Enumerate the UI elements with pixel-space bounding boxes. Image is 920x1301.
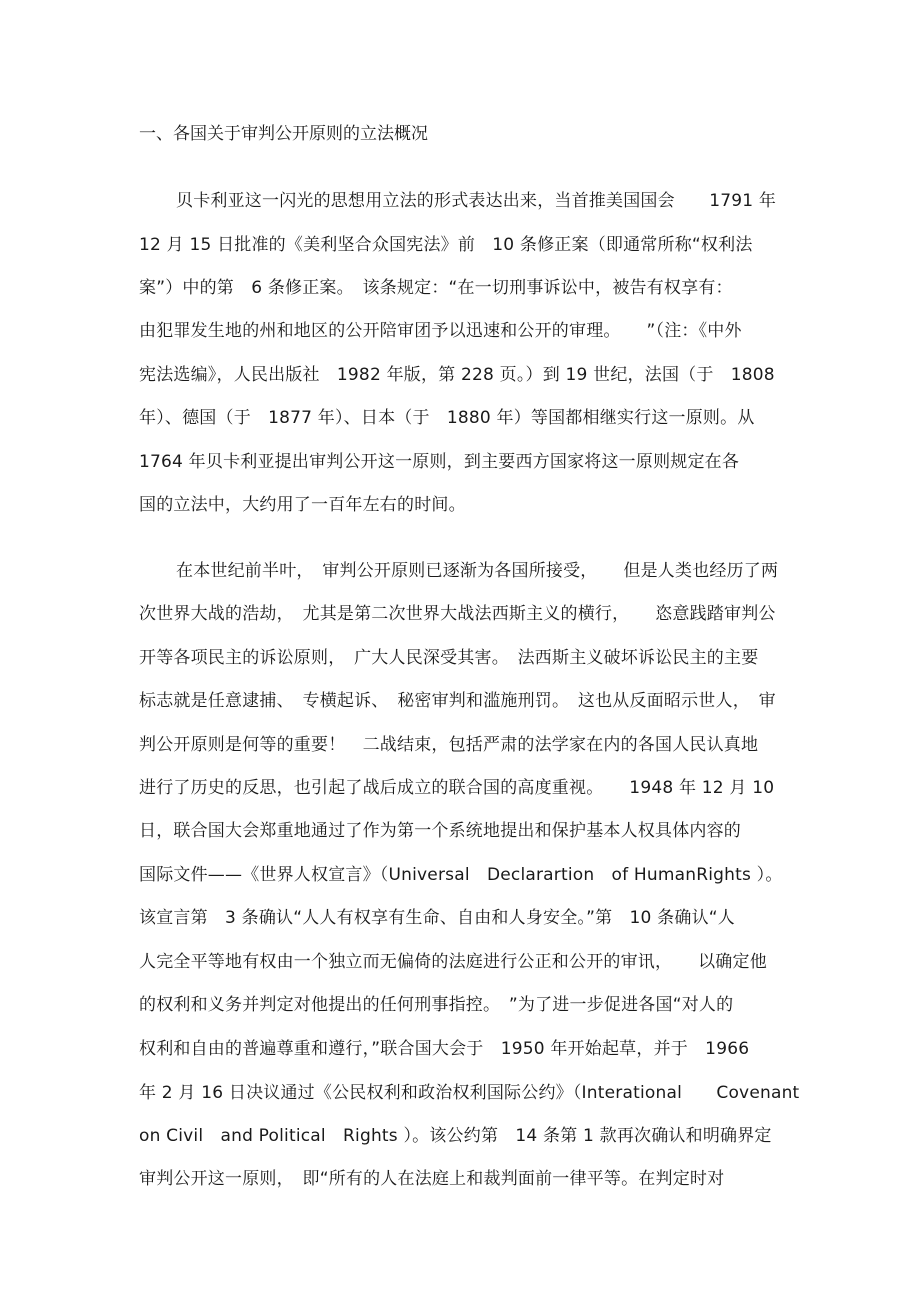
paragraph-2-line-15: 审判公开这一原则， 即“所有的人在法庭上和裁判面前一律平等。在判定时对 — [139, 1169, 725, 1189]
paragraph-1-line-8: 国的立法中，大约用了一百年左右的时间。 — [139, 495, 466, 515]
paragraph-2-line-10: 人完全平等地有权由一个独立而无偏倚的法庭进行公正和公开的审讯， 以确定他 — [139, 952, 767, 972]
paragraph-2-line-2: 次世界大战的浩劫， 尤其是第二次世界大战法西斯主义的横行， 恣意践踏审判公 — [139, 604, 776, 624]
paragraph-1-line-2: 12 月 15 日批准的《美利坚合众国宪法》前 10 条修正案（即通常所称“权利法 — [139, 235, 753, 255]
section-heading: 一、各国关于审判公开原则的立法概况 — [139, 124, 428, 144]
paragraph-1-line-3: 案”）中的第 6 条修正案。 该条规定：“在一切刑事诉讼中，被告有权享有： — [139, 278, 733, 298]
paragraph-1-line-5: 宪法选编》，人民出版社 1982 年版，第 228 页。）到 19 世纪，法国（于 1808 — [139, 365, 775, 385]
paragraph-2-line-13: 年 2 月 16 日决议通过《公民权利和政治权利国际公约》（Interational Covenant — [139, 1083, 800, 1103]
paragraph-2-line-11: 的权利和义务并判定对他提出的任何刑事指控。 ”为了进一步促进各国“对人的 — [139, 995, 734, 1015]
paragraph-2-line-14: on Civil and Political Rights ）。该公约第 14 条第 1 款再次确认和明确界定 — [139, 1126, 772, 1146]
paragraph-2-line-12: 权利和自由的普遍尊重和遵行，”联合国大会于 1950 年开始起草，并于 1966 — [139, 1039, 750, 1059]
paragraph-2-line-8: 国际文件——《世界人权宣言》（Universal Declarartion of HumanRights ）。 — [139, 865, 783, 885]
paragraph-1-line-7: 1764 年贝卡利亚提出审判公开这一原则，到主要西方国家将这一原则规定在各 — [139, 452, 740, 472]
paragraph-2-line-4: 标志就是任意逮捕、 专横起诉、 秘密审判和滥施刑罚。 这也从反面昭示世人， 审 — [139, 691, 776, 711]
paragraph-2-line-5: 判公开原则是何等的重要！ 二战结束，包括严肃的法学家在内的各国人民认真地 — [139, 735, 759, 755]
paragraph-2-line-3: 开等各项民主的诉讼原则， 广大人民深受其害。 法西斯主义破坏诉讼民主的主要 — [139, 648, 759, 668]
paragraph-2-line-9: 该宣言第 3 条确认“人人有权享有生命、自由和人身安全。”第 10 条确认“人 — [139, 908, 735, 928]
paragraph-1-line-6: 年）、德国（于 1877 年）、日本（于 1880 年）等国都相继实行这一原则。从 — [139, 408, 755, 428]
paragraph-2-line-6: 进行了历史的反思，也引起了战后成立的联合国的高度重视。 1948 年 12 月 10 — [139, 778, 775, 798]
paragraph-2-line-1: 在本世纪前半叶， 审判公开原则已逐渐为各国所接受， 但是人类也经历了两 — [176, 561, 779, 581]
paragraph-1-line-1: 贝卡利亚这一闪光的思想用立法的形式表达出来，当首推美国国会 1791 年 — [176, 191, 777, 211]
paragraph-1-line-4: 由犯罪发生地的州和地区的公开陪审团予以迅速和公开的审理。 ”（注：《中外 — [139, 321, 742, 341]
paragraph-2-line-7: 日，联合国大会郑重地通过了作为第一个系统地提出和保护基本人权具体内容的 — [139, 821, 741, 841]
